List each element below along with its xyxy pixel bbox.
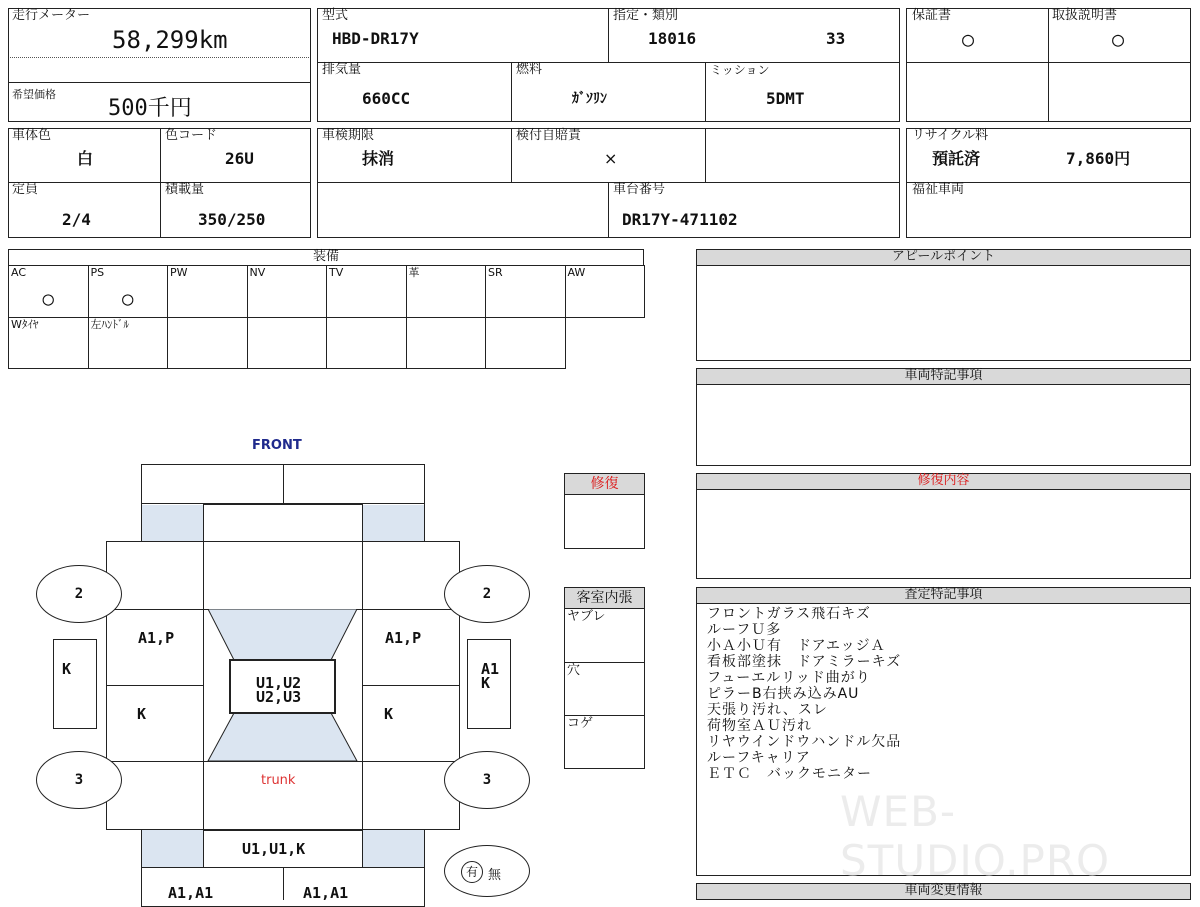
rear-window <box>208 713 357 761</box>
chassis-label: 車台番号 <box>613 182 666 197</box>
rear-right-text: A1,A1 <box>303 884 349 902</box>
load-value: 350/250 <box>198 210 266 229</box>
equipment-label: NV <box>249 266 266 279</box>
corner-line-r1 <box>424 504 425 541</box>
rear-right-corner <box>363 830 424 867</box>
left-side-panel <box>53 639 97 729</box>
equipment-cell <box>485 317 566 369</box>
price-value: 500千円 <box>108 96 192 121</box>
warranty-mark: ○ <box>962 27 975 51</box>
insurance-label: 検付自賠責 <box>516 128 582 143</box>
rear-line-l <box>141 830 142 867</box>
assessment-notes: フロントガラス飛石キズ ルーフＵ多 小Ａ小Ｕ有 ドアエッジＡ 看板部塗抹 ドアミラーキズ フューエルリッド曲がり ピラーB右挟み込みAU 天張り汚れ、スレ 荷物室ＡＵ汚れ リヤウインドウハンドル欠品 ルーフキャリア ＥＴＣ バックモニター <box>707 606 902 782</box>
repair-table-title: 修復 <box>564 473 645 495</box>
body-color-label: 車体色 <box>12 128 52 143</box>
inspection-vdiv-1 <box>511 129 512 182</box>
repair-content-title: 修復内容 <box>696 473 1191 490</box>
equipment-label: SR <box>488 266 503 279</box>
wheel-rear-right-text: 3 <box>482 772 492 788</box>
watermark: WEB-STUDIO.PRO <box>840 787 1111 885</box>
wheel-rear-left <box>36 751 122 809</box>
chassis-value: DR17Y-471102 <box>622 210 738 229</box>
model-vdiv-1 <box>608 9 609 62</box>
rear-left-corner <box>142 830 203 867</box>
assessment-title: 査定特記事項 <box>696 587 1191 604</box>
interior-row-hole: 穴 <box>567 663 581 678</box>
equipment-cell <box>485 265 566 318</box>
warranty-hdiv <box>907 62 1190 63</box>
equipment-cell <box>247 265 328 318</box>
interior-table-title: 客室内張 <box>564 587 645 609</box>
warranty-vdiv <box>1048 9 1049 121</box>
spare-no-text: 無 <box>488 868 502 883</box>
rear-panel-text: U1,U1,K <box>242 840 306 858</box>
wheel-rear-right <box>444 751 530 809</box>
inspection-vdiv-3 <box>608 183 609 237</box>
recycle-status: 預託済 <box>932 149 981 168</box>
model-code-value: HBD-DR17Y <box>332 29 419 48</box>
vehicle-notes-title: 車両特記事項 <box>696 368 1191 385</box>
insurance-value: × <box>604 149 618 168</box>
manual-label: 取扱説明書 <box>1052 8 1118 23</box>
welfare-label: 福祉車両 <box>912 182 965 197</box>
model-divider <box>318 62 899 63</box>
equipment-label: PS <box>90 266 105 279</box>
recycle-amount: 7,860円 <box>1066 149 1131 168</box>
right-side-text-1: A1 <box>481 660 500 678</box>
equipment-cell <box>406 265 487 318</box>
corner-line-l1 <box>141 504 142 541</box>
equipment-label: AC <box>11 266 27 279</box>
manual-mark: ○ <box>1112 27 1125 51</box>
equipment-label: 左ﾊﾝﾄﾞﾙ <box>90 318 129 331</box>
change-info-title: 車両変更情報 <box>696 883 1191 900</box>
model-vdiv-2 <box>511 63 512 121</box>
odometer-price-divider <box>9 82 310 83</box>
color-code-value: 26U <box>225 149 254 168</box>
transmission-value: 5DMT <box>766 89 805 108</box>
transmission-label: ミッション <box>710 63 770 77</box>
model-vdiv-3 <box>705 63 706 121</box>
rear-bumper-split <box>283 868 284 900</box>
equipment-value: ○ <box>42 288 54 310</box>
equipment-cell <box>326 265 407 318</box>
left-side-text: K <box>62 660 72 678</box>
equipment-label: AW <box>567 266 586 279</box>
equipment-title: 装備 <box>8 249 644 266</box>
displacement-value: 660CC <box>362 89 411 108</box>
equipment-cell <box>326 317 407 369</box>
wheel-rear-left-text: 3 <box>74 772 84 788</box>
spare-tire-indicator <box>444 845 530 897</box>
interior-row-burn: コゲ <box>567 716 594 731</box>
equipment-cell <box>565 265 646 318</box>
right-front-line <box>362 609 459 610</box>
equipment-cell <box>247 317 328 369</box>
roof-text-1: U1,U2 <box>256 674 302 692</box>
front-bumper-split <box>283 465 284 503</box>
left-rear-line <box>107 761 203 762</box>
spare-yes-text: 有 <box>465 865 478 879</box>
interior-row-tear: ヤブレ <box>567 609 606 624</box>
capacity-label: 定員 <box>12 182 39 197</box>
left-mid-line <box>107 685 203 686</box>
equipment-cell <box>88 317 169 369</box>
equipment-value: ○ <box>122 288 134 310</box>
displacement-label: 排気量 <box>322 62 362 77</box>
category-value: 33 <box>826 29 846 48</box>
body-color-value: 白 <box>77 149 94 168</box>
left-front-panel: A1,P <box>138 629 175 647</box>
equipment-label: Wﾀｲﾔ <box>11 318 39 331</box>
wheel-front-right-text: 2 <box>482 586 492 602</box>
equipment-cell <box>167 265 248 318</box>
odometer-value: 58,299km <box>112 26 228 54</box>
hood-front <box>203 504 363 542</box>
right-side-text-2: K <box>481 674 491 692</box>
odometer-divider <box>10 57 309 58</box>
equipment-label: 革 <box>408 266 420 279</box>
left-door: K <box>137 705 147 723</box>
equipment-cell <box>8 265 89 318</box>
equipment-cell <box>167 317 248 369</box>
trunk-label: trunk <box>261 773 296 788</box>
appeal-title: アピールポイント <box>696 249 1191 266</box>
equipment-label: TV <box>329 266 344 279</box>
spare-yes-mark <box>461 861 483 883</box>
equipment-cell <box>406 317 487 369</box>
front-right-corner <box>363 505 424 541</box>
front-left-corner <box>142 505 203 541</box>
fuel-value: ｶﾞｿﾘﾝ <box>572 91 607 107</box>
equipment-cell <box>8 317 89 369</box>
right-door: K <box>384 705 394 723</box>
inspection-label: 車検期限 <box>322 128 375 143</box>
left-front-line <box>107 609 203 610</box>
inspection-value: 抹消 <box>362 149 395 168</box>
roof-text-2: U2,U3 <box>256 688 302 706</box>
rear-line-r <box>424 830 425 867</box>
rear-left-text: A1,A1 <box>168 884 214 902</box>
designation-value: 18016 <box>648 29 697 48</box>
capacity-value: 2/4 <box>62 210 91 229</box>
price-label: 希望価格 <box>12 88 56 101</box>
trunk-line <box>203 761 362 762</box>
windshield <box>208 609 357 660</box>
warranty-label: 保証書 <box>912 8 952 23</box>
color-vdiv <box>160 129 161 237</box>
designation-label: 指定・類別 <box>613 8 679 23</box>
equipment-label: PW <box>170 266 188 279</box>
front-label: FRONT <box>252 438 302 453</box>
wheel-front-left <box>36 565 122 623</box>
right-mid-line <box>362 685 459 686</box>
inspection-vdiv-2 <box>705 129 706 182</box>
odometer-label: 走行メーター <box>12 8 91 23</box>
model-code-label: 型式 <box>322 8 349 23</box>
load-label: 積載量 <box>165 182 205 197</box>
recycle-label: リサイクル料 <box>912 128 989 143</box>
fuel-label: 燃料 <box>516 62 543 77</box>
equipment-cell <box>88 265 169 318</box>
wheel-front-right <box>444 565 530 623</box>
wheel-front-left-text: 2 <box>74 586 84 602</box>
color-code-label: 色コード <box>165 128 218 143</box>
right-front-panel: A1,P <box>385 629 422 647</box>
right-rear-line <box>362 761 459 762</box>
